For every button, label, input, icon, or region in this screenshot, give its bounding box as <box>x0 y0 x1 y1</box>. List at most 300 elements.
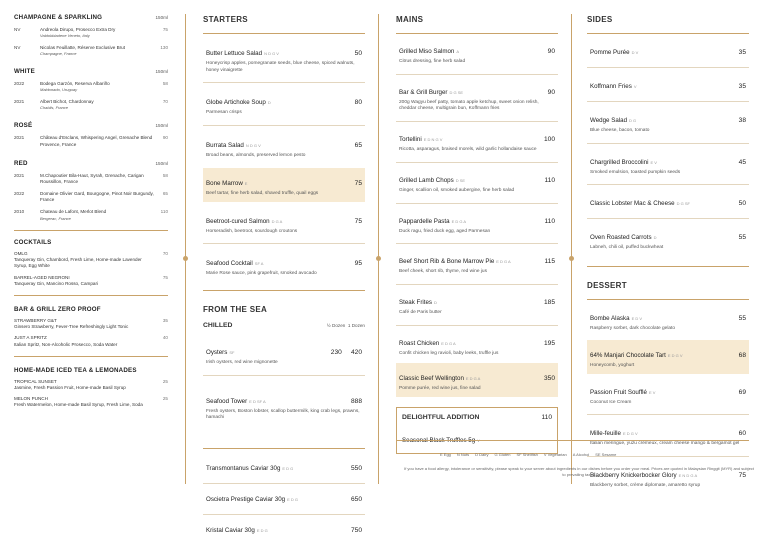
item-description: Beef cheek, short rib, thyme, red wine jus <box>399 269 487 275</box>
item-price: 60 <box>738 430 746 438</box>
item-header <box>399 169 555 187</box>
item-separator <box>396 284 558 285</box>
menu-item <box>396 206 558 240</box>
wine-year: NV <box>14 44 21 50</box>
item-title <box>590 151 657 169</box>
item-separator <box>587 101 749 102</box>
drink-name: MELON PUNCH <box>14 396 48 402</box>
item-price: 650 <box>350 496 362 504</box>
wine-row <box>14 191 168 203</box>
item-header <box>206 91 362 109</box>
item-description: Fresh oysters, Boston lobster, scallop buttermilk, king crab legs, prawns, hamachi <box>206 408 360 421</box>
addition-title: DELIGHTFUL ADDITION <box>402 414 480 422</box>
drink-text <box>14 379 154 391</box>
drink-price: 25 <box>162 396 168 402</box>
menu-item <box>396 287 558 321</box>
drink-section-title: WHITE <box>14 68 35 76</box>
drink-section-title: RED <box>14 159 28 167</box>
chilled-title: CHILLED <box>203 321 233 329</box>
drink-text <box>14 318 154 330</box>
drink-description: Tanqueray Gin, Chambord, Fresh Lime, Home-made Lavender Syrup, Egg White <box>14 257 142 269</box>
wine-region: Maldonado, Uruguay <box>40 87 78 93</box>
drink-section-header <box>14 14 168 21</box>
item-tags: E D G <box>282 466 294 472</box>
wine-name <box>40 99 154 111</box>
section-title-starters: STARTERS <box>203 15 248 24</box>
section-rule <box>396 33 558 34</box>
item-name: 64% Manjari Chocolate Tart <box>590 351 666 359</box>
item-name: Mille-feuille <box>590 430 621 438</box>
item-price: 75 <box>738 471 746 479</box>
wine-row <box>14 81 168 93</box>
menu-item <box>587 147 749 181</box>
item-title <box>399 250 511 268</box>
item-tags: N D G V <box>264 51 279 56</box>
item-price: 35 <box>738 83 746 90</box>
item-price: 110 <box>544 217 555 225</box>
wine-year: 2021 <box>14 98 25 104</box>
item-title <box>399 210 466 228</box>
item-price: 35 <box>738 49 746 56</box>
menu-item <box>587 105 749 139</box>
section-title-sea: FROM THE SEA <box>203 304 268 314</box>
item-price: 80 <box>354 99 362 107</box>
drink-row <box>14 396 168 408</box>
item-price: 45 <box>738 158 746 166</box>
drink-name: TROPICAL SUNSET <box>14 378 57 384</box>
item-price: 550 <box>350 465 362 473</box>
section-title-mains: MAINS <box>396 15 424 24</box>
drink-section-header <box>14 122 168 129</box>
item-header <box>206 210 362 228</box>
item-tags: E D G A <box>441 340 456 346</box>
section-rule <box>14 356 168 357</box>
item-price: 50 <box>738 200 746 208</box>
menu-item <box>203 38 365 78</box>
wine-year: 2022 <box>14 81 25 87</box>
drink-section-title: CHAMPAGNE & SPARKLING <box>14 14 103 21</box>
drink-description: Italian Spritz, Non-Alcoholic Prosecco, Soda Water <box>14 341 118 347</box>
item-title <box>399 169 465 187</box>
menu-item <box>587 37 749 63</box>
wine-name <box>40 45 154 57</box>
item-price: 90 <box>547 48 555 55</box>
divider-dot <box>183 256 188 261</box>
section-rule <box>14 230 168 231</box>
serving-size-label: 150ml <box>155 123 168 129</box>
item-tags: A <box>456 49 460 54</box>
item-price: 65 <box>354 142 362 150</box>
item-price: 110 <box>541 414 552 422</box>
menu-item <box>587 71 749 97</box>
section-rule <box>203 33 365 34</box>
legend-entry: D Dairy <box>475 452 489 457</box>
item-price: 888 <box>350 397 362 405</box>
wine-year: 2021 <box>14 135 25 141</box>
item-title <box>590 75 637 93</box>
mains-column <box>396 0 558 502</box>
item-price: 195 <box>543 339 555 347</box>
serving-size-label: 150ml <box>155 160 168 166</box>
menu-item <box>203 130 365 164</box>
item-description: Blackberry sorbet, crème diplomate, amaretto syrup <box>590 482 701 488</box>
item-tags: V <box>633 84 637 89</box>
menu-item-seafood-tower <box>203 386 365 426</box>
wine-price: 90 <box>162 135 168 141</box>
menu-item-oysters <box>203 337 365 371</box>
item-title <box>399 128 442 146</box>
item-header <box>590 151 746 169</box>
menu-item <box>396 36 558 70</box>
wine-title: M.Chapoutier Bila-Haut, Syrah, Grenache, Carigan Roussillon, France <box>40 172 144 184</box>
section-rule <box>587 266 749 267</box>
item-separator <box>203 375 365 376</box>
menu-item <box>203 87 365 121</box>
legend-entry: SF Shellfish <box>516 452 538 457</box>
item-description: Irish oysters, red wine mignonette <box>206 359 278 365</box>
item-header <box>399 332 555 350</box>
item-title <box>590 192 690 210</box>
drink-description: Ginsero Strawberry, Fever-Tree Refreshingly Light Tonic <box>14 324 129 330</box>
wine-row <box>14 45 168 57</box>
item-tags: D SE <box>455 177 466 183</box>
item-title <box>206 42 279 60</box>
item-separator <box>396 325 558 326</box>
dozen-labels <box>327 323 365 328</box>
legend-entry: E Egg <box>440 452 451 457</box>
allergy-note: If you have a food allergy, intolerance or sensitivity, please speak to your server about ingredients in our dishes before you order your meal. Prices are quoted in Malaysian Ringgit (MYR) and subject to prevailing taxes. <box>404 466 754 477</box>
menu-item <box>203 168 365 202</box>
menu-item <box>587 340 749 374</box>
drink-section-header <box>14 68 168 75</box>
item-description: Labneh, chili oil, puffed buckwheat <box>590 245 664 251</box>
item-name: Beef Short Rib & Bone Marrow Pie <box>399 258 495 266</box>
item-separator <box>203 125 365 126</box>
item-name: Bar & Grill Burger <box>399 88 448 96</box>
item-name: Oysters <box>206 348 228 356</box>
item-title <box>206 519 268 537</box>
menu-item <box>396 328 558 362</box>
item-title <box>399 367 480 385</box>
item-title <box>590 41 638 59</box>
item-description: Raspberry sorbet, dark chocolate gelato <box>590 326 676 332</box>
item-name: Seafood Cocktail <box>206 260 253 268</box>
item-price: 185 <box>543 298 555 306</box>
item-title <box>590 307 642 325</box>
item-tags: D <box>267 100 271 106</box>
item-name: Pappardelle Pasta <box>399 217 450 225</box>
item-name: Globe Artichoke Soup <box>206 99 266 107</box>
wine-title: Albert Bichot, Chardonnay <box>40 98 94 104</box>
drink-section-title: BAR & GRILL ZERO PROOF <box>14 305 101 313</box>
item-header <box>399 81 555 99</box>
item-tags: E D G A <box>496 259 511 265</box>
section-title-dessert: DESSERT <box>587 281 627 291</box>
item-tags: E <box>244 180 248 186</box>
item-title <box>590 381 655 399</box>
item-name: Steak Frites <box>399 298 433 306</box>
item-separator <box>587 184 749 185</box>
drink-name: BARREL-AGED NEGRONI <box>14 274 70 280</box>
item-name: Oscietra Prestige Caviar 30g <box>206 496 286 504</box>
item-name: Seafood Tower <box>206 397 248 405</box>
divider-line <box>185 14 186 484</box>
item-description: Confit chicken leg ravioli, baby leeks, truffle jus <box>399 350 499 356</box>
wine-name <box>40 27 154 39</box>
drink-section-title: HOME-MADE ICED TEA & LEMONADES <box>14 366 137 374</box>
item-description: Smoked emulsion, toasted pumpkin seeds <box>590 169 681 175</box>
legend-entry: N Nuts <box>456 452 470 457</box>
serving-size-label: 150ml <box>155 15 168 20</box>
drink-description: Tanqueray Gin, Mancino Rosso, Campari <box>14 280 99 286</box>
item-title <box>399 291 437 309</box>
item-separator <box>203 82 365 83</box>
menu-item <box>587 377 749 411</box>
footer-rule <box>396 440 749 441</box>
drink-price: 35 <box>162 317 168 323</box>
item-separator <box>587 218 749 219</box>
item-header <box>399 367 555 385</box>
item-tags: E D G <box>287 497 298 503</box>
item-title <box>590 422 638 440</box>
item-description: Duck ragu, fried duck egg, aged Parmesan <box>399 228 491 234</box>
item-separator <box>587 143 749 144</box>
wine-name <box>40 81 154 93</box>
menu-item <box>396 363 558 397</box>
wine-name <box>40 191 154 203</box>
item-name: Kristal Caviar 30g <box>206 527 255 535</box>
wine-price: 110 <box>160 209 168 215</box>
wine-price: 75 <box>162 27 168 32</box>
item-header <box>590 422 746 440</box>
starters-column <box>203 0 365 535</box>
item-header <box>590 192 746 210</box>
item-tags: D G SF <box>676 201 690 207</box>
item-name: Bombe Alaska <box>590 315 630 323</box>
menu-item <box>587 303 749 337</box>
wine-title: Domaine Olivier Gard, Bourgogne, Pinot Noir Burgundy, France <box>40 191 154 203</box>
item-name: Passion Fruit Soufflé <box>590 388 647 396</box>
item-description: Ginger, scallion oil, smoked aubergine, fine herb salad <box>399 187 515 193</box>
item-title <box>206 172 247 190</box>
item-separator <box>396 121 558 122</box>
item-separator <box>587 67 749 68</box>
allergen-legend <box>440 452 622 457</box>
serving-size-label: 150ml <box>155 69 168 75</box>
drink-price: 75 <box>162 274 168 280</box>
wine-title: Bodega Garzón, Reserva Albariño <box>40 81 110 87</box>
wine-row <box>14 27 168 39</box>
item-tags: E D G A <box>465 376 481 382</box>
item-description: Café de Paris butter <box>399 309 442 315</box>
wine-region: Valdobbiadene Veneto, Italy <box>40 33 90 39</box>
menu-item <box>203 248 365 282</box>
wine-price: 130 <box>160 44 168 50</box>
item-tags: D <box>653 235 657 241</box>
section-title-sides: SIDES <box>587 15 613 24</box>
item-price: 69 <box>738 388 746 396</box>
item-separator <box>396 243 558 244</box>
item-header <box>590 307 746 325</box>
item-name: Koffmann Fries <box>590 83 632 90</box>
drink-name: JUST A SPRITZ <box>14 335 47 341</box>
item-header <box>399 291 555 309</box>
item-name: Bone Marrow <box>206 179 243 187</box>
item-header <box>399 128 555 146</box>
item-tags: E N D G A <box>678 472 698 478</box>
item-header <box>590 344 746 362</box>
section-rule <box>203 448 365 449</box>
item-header <box>206 252 362 270</box>
item-tags: E D SF A <box>249 398 266 404</box>
item-separator <box>203 243 365 244</box>
caviar-row <box>203 515 365 541</box>
item-tags: E D V <box>631 316 643 322</box>
item-name: Burrata Salad <box>206 142 244 150</box>
item-tags: SF A <box>254 261 264 267</box>
item-header <box>590 41 746 59</box>
item-price: 68 <box>738 351 746 359</box>
menu-item <box>587 222 749 256</box>
item-separator <box>396 74 558 75</box>
item-separator <box>396 162 558 163</box>
item-title <box>206 457 293 475</box>
divider-dot <box>376 256 381 261</box>
item-tags: SF <box>229 349 235 355</box>
drink-name: OMLG <box>14 251 28 257</box>
item-header <box>399 210 555 228</box>
divider-line <box>378 14 379 484</box>
wine-price: 58 <box>162 172 168 178</box>
section-rule <box>14 295 168 296</box>
item-name: Transmontanus Caviar 30g <box>206 465 281 473</box>
item-price: 110 <box>544 176 555 184</box>
drink-section-title: ROSÉ <box>14 122 33 130</box>
item-title <box>399 332 456 350</box>
item-price: 50 <box>354 50 362 57</box>
item-title <box>206 252 263 270</box>
item-price: 95 <box>354 260 362 268</box>
item-description: Honeycomb, yoghurt <box>590 362 635 368</box>
item-name: Wedge Salad <box>590 117 628 124</box>
item-description: Marie Rose sauce, pink grapefruit, smoked avocado <box>206 271 317 277</box>
wine-row <box>14 99 168 111</box>
drinks-column <box>14 0 168 502</box>
wine-title: Château d'Esclans, Whispering Angel, Grenache Blend Provence, France <box>40 135 153 147</box>
addition-box <box>396 407 558 454</box>
drink-section-header <box>14 160 168 167</box>
item-tags: D G A <box>271 218 283 224</box>
drink-text <box>14 275 154 287</box>
item-description: 200g Wagyu beef patty, tomato apple ketchup, sweet onion relish, cheddar cheese, multigrain bun, Koffmann fries <box>399 99 539 112</box>
legend-entry: A Alcohol <box>572 452 590 457</box>
item-title <box>399 40 459 58</box>
item-name: Tortellini <box>399 136 422 144</box>
drink-section-title: COCKTAILS <box>14 239 52 247</box>
section-rule <box>587 299 749 300</box>
menu-item <box>396 246 558 280</box>
drink-text <box>14 251 154 270</box>
chilled-header <box>203 322 365 329</box>
wine-price: 58 <box>162 81 168 87</box>
item-header <box>399 40 555 58</box>
drink-row <box>14 335 168 347</box>
item-header <box>590 381 746 399</box>
drink-description: Fresh Watermelon, Home-made Basil Syrup, Fresh Lime, Soda <box>14 402 143 408</box>
item-tags: E V <box>650 159 657 165</box>
caviar-row <box>203 484 365 510</box>
wine-year: 2010 <box>14 209 25 215</box>
item-title <box>206 91 271 109</box>
wine-title: Nicolas Feuillatte, Réserve Exclusive Brut <box>40 44 126 50</box>
menu-item <box>587 418 749 452</box>
caviar-row <box>203 453 365 479</box>
drink-text <box>14 396 154 408</box>
item-name: Grilled Miso Salmon <box>399 48 455 55</box>
wine-row <box>14 135 168 147</box>
item-price-dozen: 420 <box>350 348 362 356</box>
wine-region: Chablis, France <box>40 104 69 110</box>
item-title <box>206 210 282 228</box>
wine-name <box>40 173 154 185</box>
item-separator <box>587 414 749 415</box>
item-title <box>206 134 261 152</box>
wine-region: Bergerac, France <box>40 215 71 221</box>
item-name: Blackberry Knickerbocker Glory <box>590 471 677 479</box>
item-price: 90 <box>547 88 555 96</box>
section-rule <box>587 33 749 34</box>
item-description: Blue cheese, bacon, tomato <box>590 128 650 133</box>
item-name: Beetroot-cured Salmon <box>206 217 270 225</box>
item-header <box>399 250 555 268</box>
item-tags: E V <box>648 389 656 395</box>
drink-text <box>14 335 154 347</box>
item-price: 55 <box>738 234 746 242</box>
item-description: Pomme purée, red wine jus, fine salad <box>399 386 481 392</box>
item-name: Grilled Lamb Chops <box>399 176 454 184</box>
wine-name <box>40 135 154 147</box>
menu-item <box>587 188 749 214</box>
wine-region: Champagne, France <box>40 50 77 56</box>
item-tags: D G <box>629 118 637 123</box>
wine-title: Andreola Dirupo, Prosecco Extra Dry <box>40 27 116 32</box>
item-tags: D G SE <box>449 89 464 95</box>
drink-price: 70 <box>162 251 168 257</box>
item-header <box>590 75 746 93</box>
item-name: Roast Chicken <box>399 339 440 347</box>
item-price: 75 <box>354 179 362 187</box>
item-description: Coconut Ice Cream <box>590 399 632 405</box>
drink-description: Jasmine, Fresh Passion Fruit, Home-made Basil Syrup <box>14 384 126 390</box>
legend-entry: V Vegetarian <box>543 452 567 457</box>
wine-price: 70 <box>162 98 168 104</box>
menu-item <box>396 165 558 199</box>
item-price-half: 230 <box>330 348 342 356</box>
drink-row <box>14 275 168 287</box>
item-header <box>590 109 746 127</box>
wine-row <box>14 173 168 185</box>
drink-row <box>14 379 168 391</box>
item-tags: E D G A <box>451 218 467 224</box>
item-header <box>206 134 362 152</box>
item-title <box>590 109 636 127</box>
menu-item <box>396 77 558 117</box>
wine-row <box>14 209 168 221</box>
legend-entry: G Gluten <box>494 452 511 457</box>
item-tags: D <box>434 299 437 305</box>
item-name: Butter Lettuce Salad <box>206 50 263 57</box>
item-title <box>590 344 683 362</box>
